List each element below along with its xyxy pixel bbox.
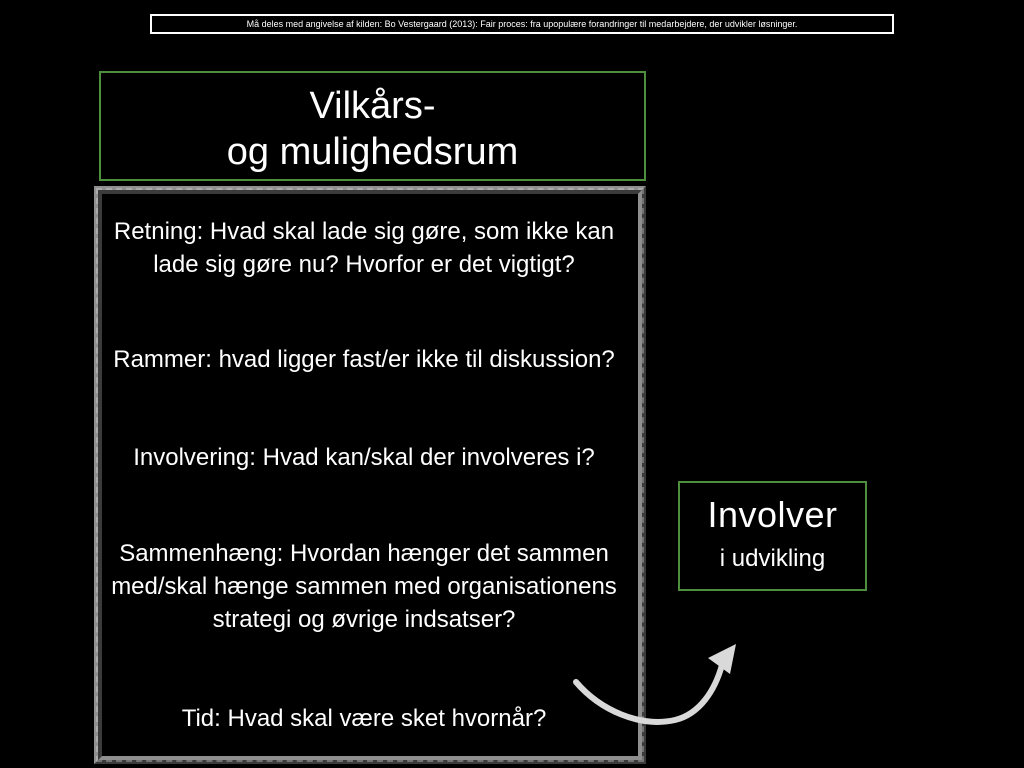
curved-arrow-icon [560,630,760,740]
title-box [99,71,646,181]
criteria-item-retning: Retning: Hvad skal lade sig gøre, som ikke kan lade sig gøre nu? Hvorfor er det vigtigt? [113,218,615,278]
involve-box [678,481,867,591]
criteria-item-sammenhaeng: Sammenhæng: Hvordan hænger det sammen med/skal hænge sammen med organisationens strategi og øvrige indsatser? [111,540,617,633]
criteria-item-tid: Tid: Hvad skal være sket hvornår? [181,705,547,732]
involve-title: Involver [707,494,838,535]
attribution-banner: Må deles med angivelse af kilden: Bo Vestergaard (2013): Fair proces: fra upopulære forandringer til medarbejdere, der udvikler løsninger. [150,14,894,34]
involve-subtitle: i udvikling [719,545,826,572]
title-line-1: Vilkårs- [309,85,436,127]
criteria-item-rammer: Rammer: hvad ligger fast/er ikke til diskussion? [113,346,615,373]
criteria-item-involvering: Involvering: Hvad kan/skal der involveres i? [133,444,595,471]
title-line-2: og mulighedsrum [226,131,519,173]
